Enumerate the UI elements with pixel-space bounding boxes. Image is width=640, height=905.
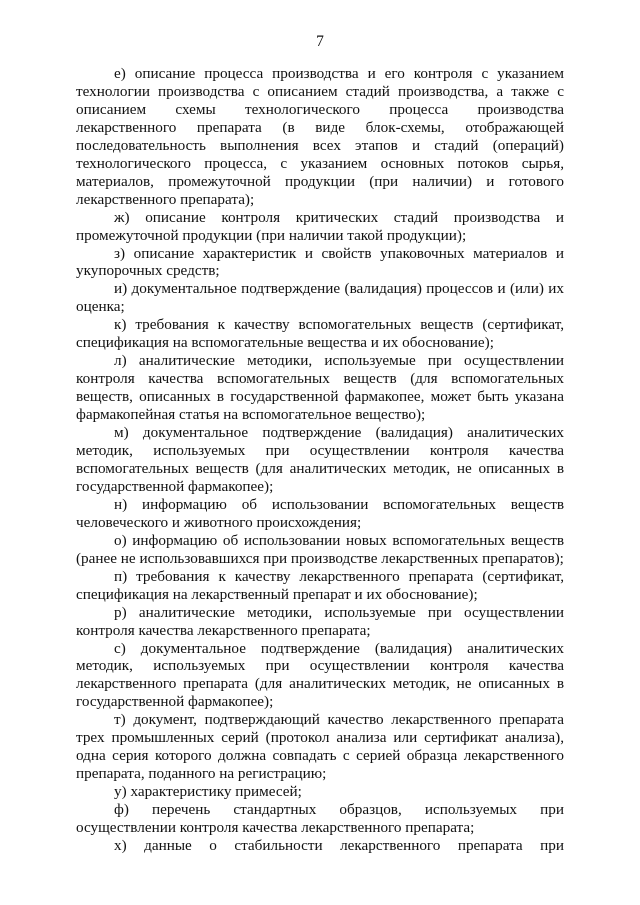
paragraph-m: м) документальное подтверждение (валидация) аналитических методик, используемых при осуществлении контроля качества вспомогательных веществ (для аналитических методик, не описанных в государственной фармакопее); [76,424,564,495]
paragraph-zh: ж) описание контроля критических стадий производства и промежуточной продукции (при наличии такой продукции); [76,208,564,244]
paragraph-t: т) документ, подтверждающий качество лекарственного препарата трех промышленных серий (протокол анализа или сертификат анализа), одна серия которого должна совпадать с серией образца лекарственного препарата, поданного на регистрацию; [76,711,564,783]
paragraph-i: и) документальное подтверждение (валидация) процессов и (или) их оценка; [76,280,564,316]
paragraph-k: к) требования к качеству вспомогательных веществ (сертификат, спецификация на вспомогательные вещества и их обоснование); [76,316,564,352]
paragraph-s: с) документальное подтверждение (валидация) аналитических методик, используемых при осуществлении контроля качества лекарственного препарата (для аналитических методик, не описанных в государственной фармакопее); [76,639,564,711]
paragraph-z: з) описание характеристик и свойств упаковочных материалов и укупорочных средств; [76,244,564,280]
document-body [76,65,564,855]
paragraph-r: р) аналитические методики, используемые при осуществлении контроля качества лекарственного препарата; [76,603,564,639]
paragraph-kh: х) данные о стабильности лекарственного препарата при [114,836,564,854]
paragraph-o: о) информацию об использовании новых вспомогательных веществ (ранее не использовавшихся при производстве лекарственных препаратов); [76,531,564,567]
paragraph-u: у) характеристику примесей; [114,783,302,801]
paragraph-n: н) информацию об использовании вспомогательных веществ человеческого и животного происхождения; [76,495,564,531]
paragraph-e: е) описание процесса производства и его контроля с указанием технологии производства с описанием стадий производства, а также с описанием схемы технологического процесса производства лекарственного препарата (в виде блок-схемы, отображающей последовательность выполнения всех этапов и стадий (операций) технологического процесса, с указанием основных потоков сырья, материалов, промежуточной продукции (при наличии) и готового лекарственного препарата); [76,65,564,208]
paragraph-p: п) требования к качеству лекарственного препарата (сертификат, спецификация на лекарственный препарат и их обоснование); [76,567,564,603]
paragraph-f: ф) перечень стандартных образцов, используемых при осуществлении контроля качества лекарственного препарата; [76,801,564,837]
page-number: 7 [316,33,324,50]
paragraph-l: л) аналитические методики, используемые при осуществлении контроля качества вспомогательных веществ (для вспомогательных веществ, описанных в государственной фармакопее, может быть указана фармакопейная статья на вспомогательное вещество); [76,352,564,424]
